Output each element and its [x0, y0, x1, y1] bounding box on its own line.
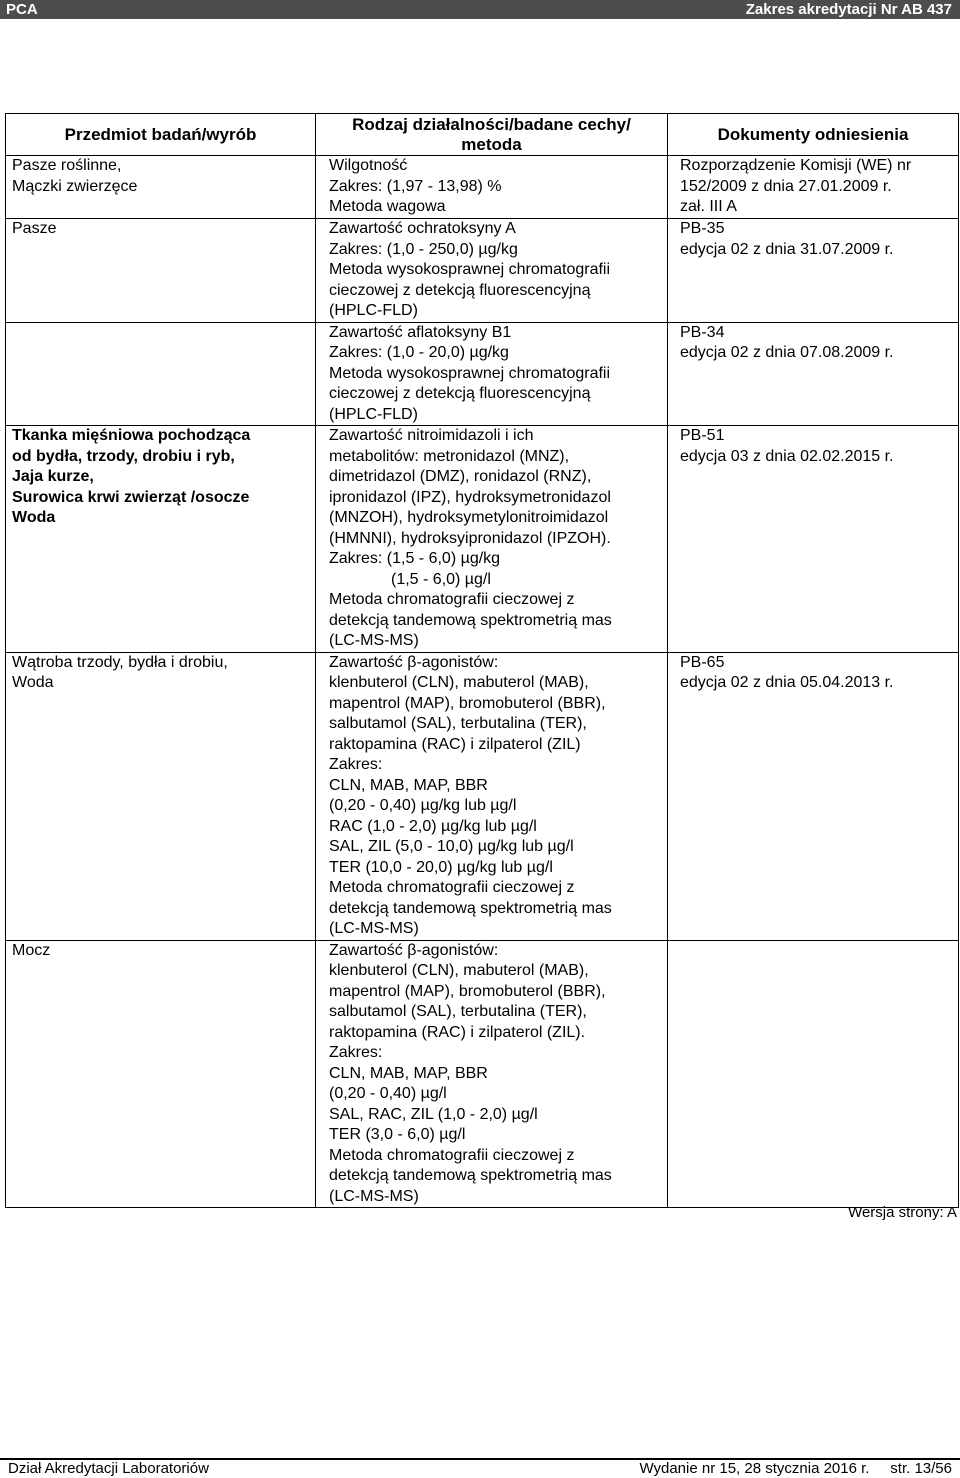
subject-cell [6, 426, 316, 653]
subject-line: Wątroba trzody, bydła i drobiu, [12, 653, 228, 671]
document-line: PB-65 [680, 653, 725, 671]
activity-line: (HPLC-FLD) [329, 405, 418, 423]
activity-line: SAL, ZIL (5,0 - 10,0) µg/kg lub µg/l [329, 838, 574, 855]
subject-line: od bydła, trzody, drobiu i ryb, [12, 447, 235, 465]
activity-line: (LC-MS-MS) [329, 920, 419, 937]
activity-cell [316, 156, 668, 219]
activity-line: detekcją tandemową spektrometrią mas [329, 899, 612, 917]
column-header-activity: Rodzaj działalności/badane cechy/ metoda [316, 114, 668, 156]
activity-line: Zakres: (1,0 - 250,0) µg/kg [329, 240, 518, 258]
activity-line: Zawartość aflatoksyny B1 [329, 323, 512, 341]
activity-line: Metoda chromatografii cieczowej z [329, 591, 575, 608]
footer-edition: Wydanie nr 15, 28 stycznia 2016 r. str. 13/56 [639, 1460, 952, 1477]
subject-cell [6, 652, 316, 940]
activity-line: detekcją tandemową spektrometrią mas [329, 611, 612, 629]
subject-cell [6, 219, 316, 323]
activity-line: dimetridazol (DMZ), ronidazol (RNZ), [329, 468, 592, 485]
activity-line: Zawartość β-agonistów: [329, 941, 499, 959]
page-version: Wersja strony: A [848, 1204, 957, 1221]
document-line: edycja 02 z dnia 05.04.2013 r. [680, 674, 894, 691]
document-line: PB-51 [680, 427, 725, 444]
subject-line: Mocz [12, 941, 51, 959]
activity-cell [316, 426, 668, 653]
activity-line: raktopamina (RAC) i zilpaterol (ZIL). [329, 1023, 586, 1041]
documents-cell [668, 322, 959, 426]
subject-line: Pasze [12, 220, 57, 237]
activity-cell [316, 652, 668, 940]
header-title: Zakres akredytacji Nr AB 437 [745, 1, 952, 18]
activity-line: Metoda chromatografii cieczowej z [329, 879, 575, 896]
activity-line: TER (10,0 - 20,0) µg/kg lub µg/l [329, 858, 553, 876]
activity-line: Metoda chromatografii cieczowej z [329, 1146, 575, 1164]
activity-line: RAC (1,0 - 2,0) µg/kg lub µg/l [329, 817, 537, 835]
activity-line: Zakres: (1,0 - 20,0) µg/kg [329, 344, 509, 361]
subject-cell [6, 940, 316, 1208]
activity-line: SAL, RAC, ZIL (1,0 - 2,0) µg/l [329, 1105, 538, 1123]
activity-line: klenbuterol (CLN), mabuterol (MAB), [329, 674, 589, 691]
activity-line: (0,20 - 0,40) µg/l [329, 1085, 447, 1102]
table-row [6, 322, 959, 426]
activity-line: (MNZOH), hydroksymetylonitroimidazol [329, 509, 609, 526]
activity-line: (LC-MS-MS) [329, 632, 419, 649]
documents-cell [668, 219, 959, 323]
subject-cell [6, 156, 316, 219]
activity-line: (0,20 - 0,40) µg/kg lub µg/l [329, 797, 517, 814]
header-org: PCA [6, 1, 38, 18]
activity-line: (HMNNI), hydroksyipronidazol (IPZOH). [329, 529, 611, 547]
table-row [6, 426, 959, 653]
table-row [6, 156, 959, 219]
footer-department: Dział Akredytacji Laboratoriów [8, 1460, 209, 1477]
page-footer [0, 1458, 960, 1478]
document-line: PB-35 [680, 220, 725, 237]
activity-line: (LC-MS-MS) [329, 1187, 419, 1205]
subject-cell [6, 322, 316, 426]
activity-line: CLN, MAB, MAP, BBR [329, 1064, 488, 1082]
activity-cell [316, 219, 668, 323]
activity-line: Zakres: (1,97 - 13,98) % [329, 177, 502, 195]
subject-line: Woda [12, 674, 54, 691]
activity-line: klenbuterol (CLN), mabuterol (MAB), [329, 962, 589, 979]
documents-cell [668, 652, 959, 940]
activity-line: cieczowej z detekcją fluorescencyjną [329, 385, 591, 402]
document-line: 152/2009 z dnia 27.01.2009 r. [680, 177, 892, 195]
document-line: edycja 02 z dnia 07.08.2009 r. [680, 344, 894, 361]
activity-line: mapentrol (MAP), bromobuterol (BBR), [329, 694, 606, 712]
activity-line: Metoda wysokosprawnej chromatografii [329, 364, 611, 382]
document-line: zał. III A [680, 198, 737, 215]
subject-line: Jaja kurze, [12, 468, 94, 485]
column-header-subject: Przedmiot badań/wyrób [6, 114, 316, 156]
activity-line: Wilgotność [329, 157, 408, 174]
activity-line: Zakres: [329, 756, 383, 773]
activity-line: raktopamina (RAC) i zilpaterol (ZIL) [329, 735, 581, 753]
activity-line: Zakres: (1,5 - 6,0) µg/kg [329, 550, 501, 567]
page-header [0, 0, 960, 19]
activity-line: Metoda wagowa [329, 198, 446, 215]
subject-line: Pasze roślinne, [12, 157, 122, 174]
document-line: PB-34 [680, 323, 725, 341]
activity-line: CLN, MAB, MAP, BBR [329, 776, 488, 794]
document-line: edycja 02 z dnia 31.07.2009 r. [680, 240, 894, 258]
documents-cell [668, 940, 959, 1208]
table-row [6, 940, 959, 1208]
activity-line: Zawartość nitroimidazoli i ich [329, 427, 534, 444]
column-header-documents: Dokumenty odniesienia [668, 114, 959, 156]
activity-line: Metoda wysokosprawnej chromatografii [329, 261, 611, 278]
activity-line: detekcją tandemową spektrometrią mas [329, 1167, 612, 1184]
activity-cell [316, 322, 668, 426]
activity-line: Zakres: [329, 1044, 383, 1061]
activity-cell [316, 940, 668, 1208]
activity-line: TER (3,0 - 6,0) µg/l [329, 1126, 466, 1143]
accreditation-table [5, 113, 959, 1208]
table-row [6, 652, 959, 940]
activity-line: salbutamol (SAL), terbutalina (TER), [329, 1003, 587, 1020]
document-line: Rozporządzenie Komisji (WE) nr [680, 157, 912, 174]
documents-cell [668, 156, 959, 219]
subject-line: Surowica krwi zwierząt /osocze [12, 488, 250, 506]
documents-cell [668, 426, 959, 653]
subject-line: Mączki zwierzęce [12, 177, 138, 195]
activity-line: mapentrol (MAP), bromobuterol (BBR), [329, 982, 606, 1000]
activity-line: ipronidazol (IPZ), hydroksymetronidazol [329, 488, 611, 506]
table-header-row [6, 114, 959, 156]
activity-line: (1,5 - 6,0) µg/l [391, 570, 491, 588]
document-line: edycja 03 z dnia 02.02.2015 r. [680, 447, 894, 465]
activity-line: Zawartość ochratoksyny A [329, 220, 516, 237]
activity-line: salbutamol (SAL), terbutalina (TER), [329, 715, 587, 732]
table-row [6, 219, 959, 323]
activity-line: metabolitów: metronidazol (MNZ), [329, 447, 570, 465]
activity-line: (HPLC-FLD) [329, 302, 418, 319]
activity-line: Zawartość β-agonistów: [329, 653, 499, 671]
activity-line: cieczowej z detekcją fluorescencyjną [329, 281, 591, 299]
subject-line: Tkanka mięśniowa pochodząca [12, 427, 251, 444]
subject-line: Woda [12, 509, 56, 526]
